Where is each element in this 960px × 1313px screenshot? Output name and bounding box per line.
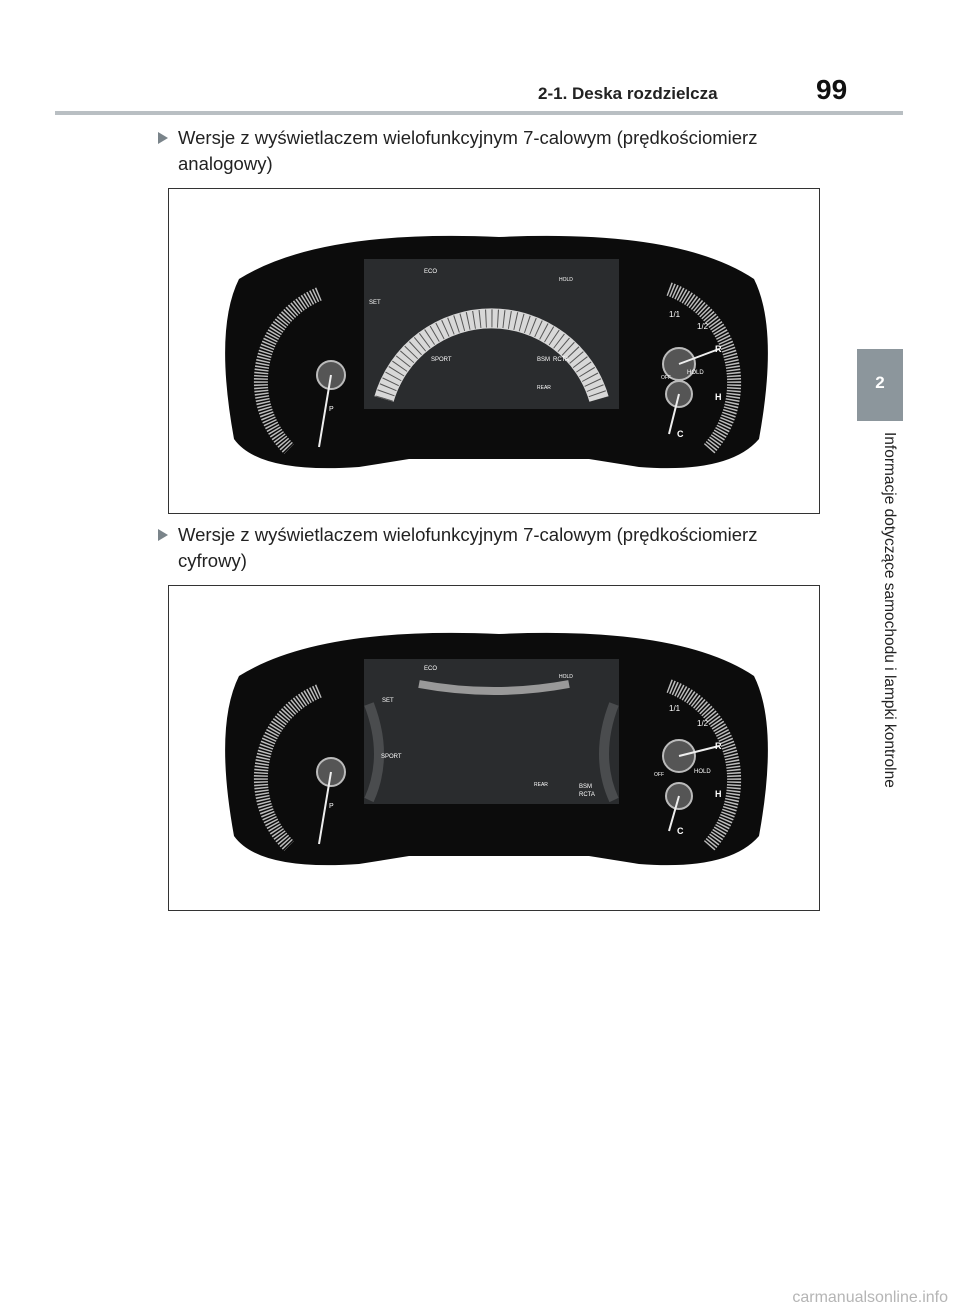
caption-line-1: Wersje z wyświetlaczem wielofunkcyjnym 7-calowym (prędkościomierz (178, 524, 758, 545)
caption-line-2: cyfrowy) (178, 550, 247, 571)
caption-arrow-icon (158, 132, 168, 144)
fuel-r-label: R (715, 741, 722, 751)
figure-frame-digital (168, 585, 820, 911)
instrument-cluster-analog-illustration (169, 189, 819, 513)
figure-caption-digital (158, 522, 818, 574)
chapter-number: 2 (875, 373, 885, 392)
temp-h-label: H (715, 392, 722, 402)
rcta-label: RCTA (579, 792, 595, 798)
caption-line-2: analogowy) (178, 153, 273, 174)
off-label: OFF (654, 772, 664, 778)
fuel-full-label: 1/1 (669, 704, 681, 713)
eco-label: ECO (424, 269, 438, 275)
parking-label: P (329, 803, 334, 810)
page-number: 99 (816, 74, 848, 105)
temp-c-label: C (677, 826, 684, 836)
hold-right-label: HOLD (694, 769, 711, 775)
bsm-label: BSM (537, 357, 551, 363)
rear-label: REAR (537, 385, 551, 391)
fuel-full-label: 1/1 (669, 310, 681, 319)
rear-label: REAR (534, 782, 548, 788)
center-display (364, 259, 619, 409)
hold-right-label: HOLD (687, 370, 704, 376)
set-label: SET (369, 300, 381, 306)
bsm-label: BSM (579, 784, 593, 790)
fuel-half-label: 1/2 (697, 719, 709, 728)
figure-frame-analog (168, 188, 820, 514)
temp-h-label: H (715, 789, 722, 799)
chapter-title: Informacje dotyczące samochodu i lampki kontrolne (881, 432, 898, 788)
caption-line-1: Wersje z wyświetlaczem wielofunkcyjnym 7-calowym (prędkościomierz (178, 127, 758, 148)
parking-label: P (329, 406, 334, 413)
caption-arrow-icon (158, 529, 168, 541)
hold-label: HOLD (559, 277, 573, 283)
header-divider (55, 111, 903, 115)
rcta-label: RCTA (553, 357, 569, 363)
set-label: SET (382, 698, 394, 704)
sport-label: SPORT (431, 357, 452, 363)
eco-label: ECO (424, 666, 438, 672)
off-label: OFF (661, 375, 671, 381)
instrument-cluster-digital-illustration (169, 586, 819, 910)
hold-label: HOLD (559, 674, 573, 680)
temp-c-label: C (677, 429, 684, 439)
fuel-r-label: R (715, 344, 722, 354)
fuel-half-label: 1/2 (697, 322, 709, 331)
center-display (364, 659, 619, 804)
figure-caption-analog (158, 125, 818, 177)
sport-label: SPORT (381, 754, 402, 760)
section-title: 2-1. Deska rozdzielcza (538, 84, 718, 103)
watermark: carmanualsonline.info (792, 1289, 948, 1306)
